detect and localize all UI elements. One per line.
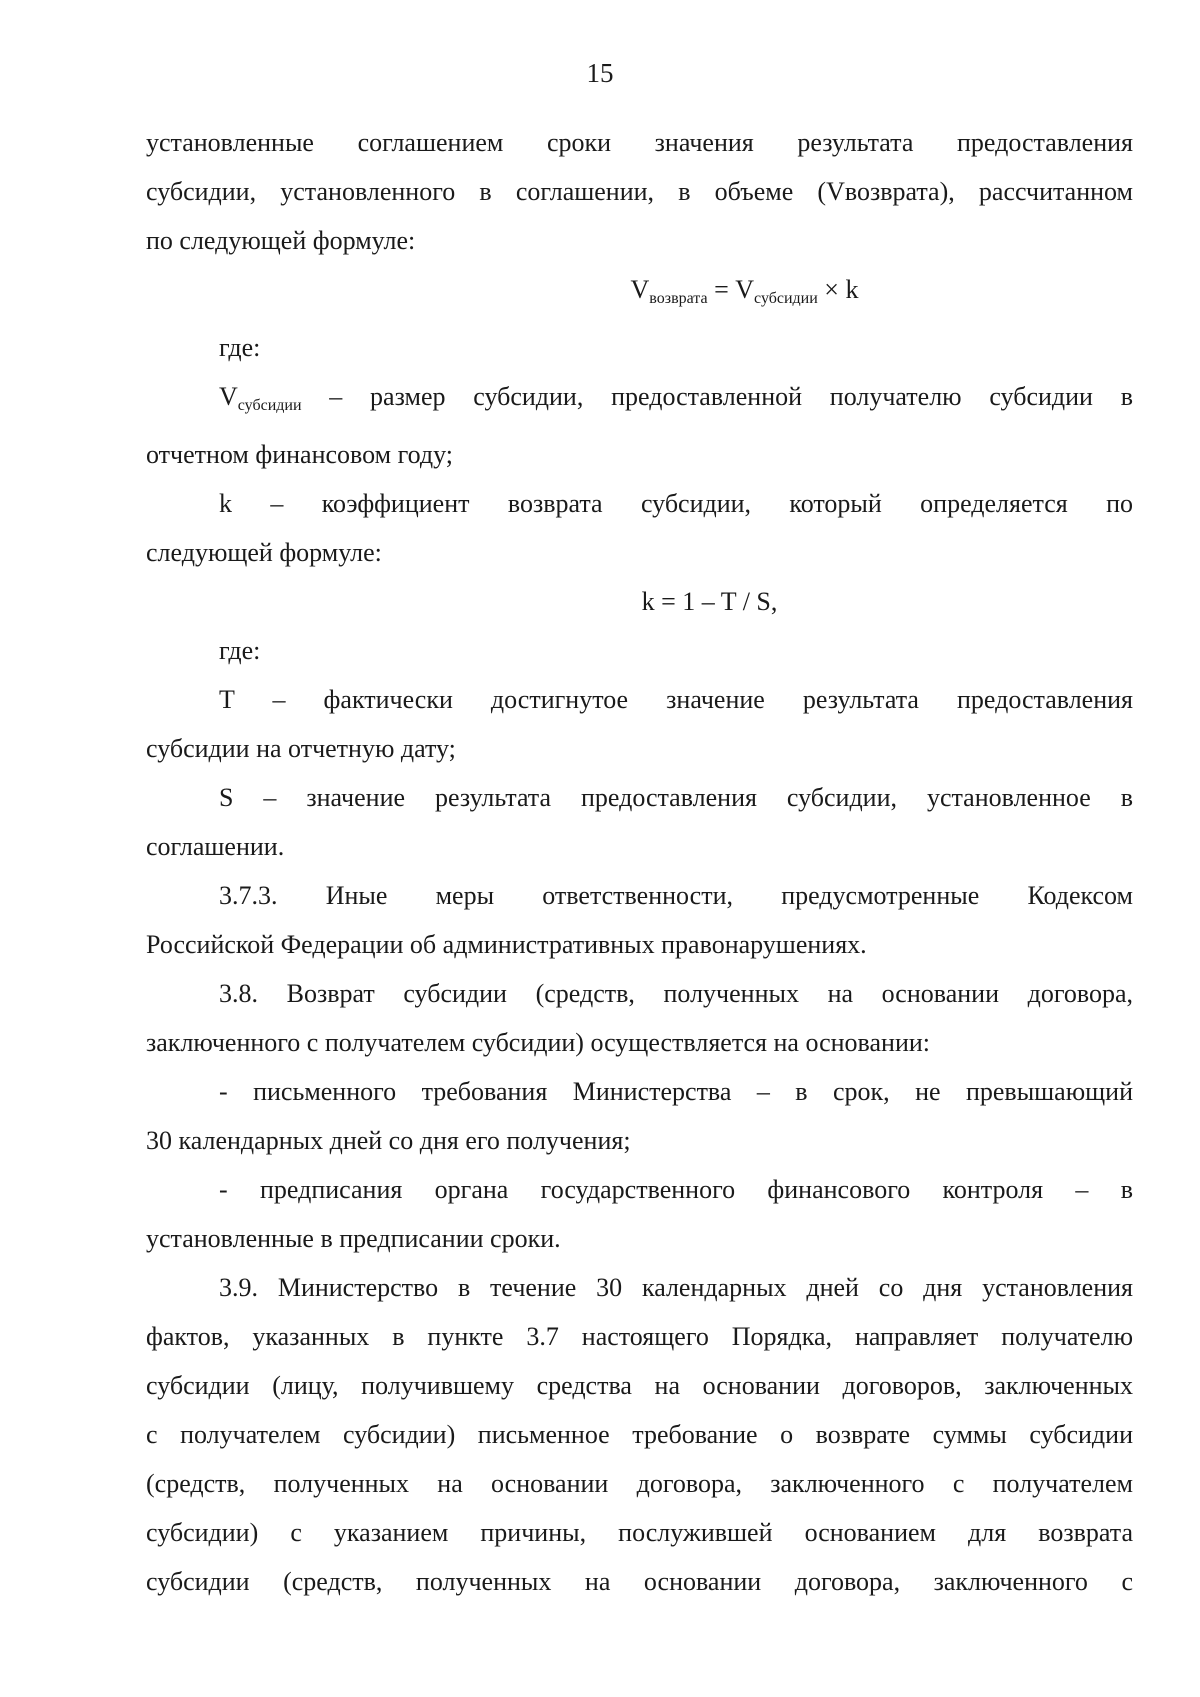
text-line: субсидии (средств, полученных на основании договора, заключенного с xyxy=(146,1567,1133,1596)
text-line: по следующей формуле: xyxy=(146,226,416,255)
text-line: установленные в предписании сроки. xyxy=(146,1224,561,1253)
text-line: T – фактически достигнутое значение результата предоставления xyxy=(219,685,1133,714)
text-line: 3.8. Возврат субсидии (средств, полученных на основании договора, xyxy=(219,979,1133,1008)
text-line: S – значение результата предоставления субсидии, установленное в xyxy=(219,783,1133,812)
formula-k: k = 1 – T / S, xyxy=(641,587,778,616)
text-line: (средств, полученных на основании договора, заключенного с получателем xyxy=(146,1469,1133,1498)
text-line: фактов, указанных в пункте 3.7 настоящего Порядка, направляет получателю xyxy=(146,1322,1133,1351)
text-line: установленные соглашением сроки значения результата предоставления xyxy=(146,128,1133,157)
text-line: - предписания органа государственного финансового контроля – в xyxy=(219,1175,1133,1204)
page-number: 15 xyxy=(586,58,614,88)
text-line: отчетном финансовом году; xyxy=(146,440,453,469)
text-line: k – коэффициент возврата субсидии, который определяется по xyxy=(219,489,1133,518)
text-line: с получателем субсидии) письменное требование о возврате суммы субсидии xyxy=(146,1420,1133,1449)
text-line: где: xyxy=(219,333,261,362)
text-line: следующей формуле: xyxy=(146,538,382,567)
text-line: - письменного требования Министерства – в срок, не превышающий xyxy=(219,1077,1133,1106)
text-line: субсидии) с указанием причины, послужившей основанием для возврата xyxy=(146,1518,1133,1547)
text-line: Российской Федерации об административных правонарушениях. xyxy=(146,930,867,959)
definition-v-subsidy: $V_{субсидии}$ – размер субсидии, предоставленной получателю субсидии в xyxy=(219,382,1133,414)
text-line: субсидии (лицу, получившему средства на основании договоров, заключенных xyxy=(146,1371,1133,1400)
formula-v-return: $V_{возврата} = V_{субсидии} \times k$ xyxy=(630,275,859,307)
text-line: соглашении. xyxy=(146,832,285,861)
text-line: субсидии на отчетную дату; xyxy=(146,734,456,763)
text-line: 3.7.3. Иные меры ответственности, предусмотренные Кодексом xyxy=(219,881,1133,910)
text-line: 3.9. Министерство в течение 30 календарных дней со дня установления xyxy=(219,1273,1133,1302)
text-line: 30 календарных дней со дня его получения; xyxy=(146,1126,631,1155)
document-body xyxy=(146,118,1133,1606)
text-line: заключенного с получателем субсидии) осуществляется на основании: xyxy=(146,1028,930,1057)
text-line: субсидии, установленного в соглашении, в объеме (Vвозврата), рассчитанном xyxy=(146,177,1133,206)
text-line: где: xyxy=(219,636,261,665)
